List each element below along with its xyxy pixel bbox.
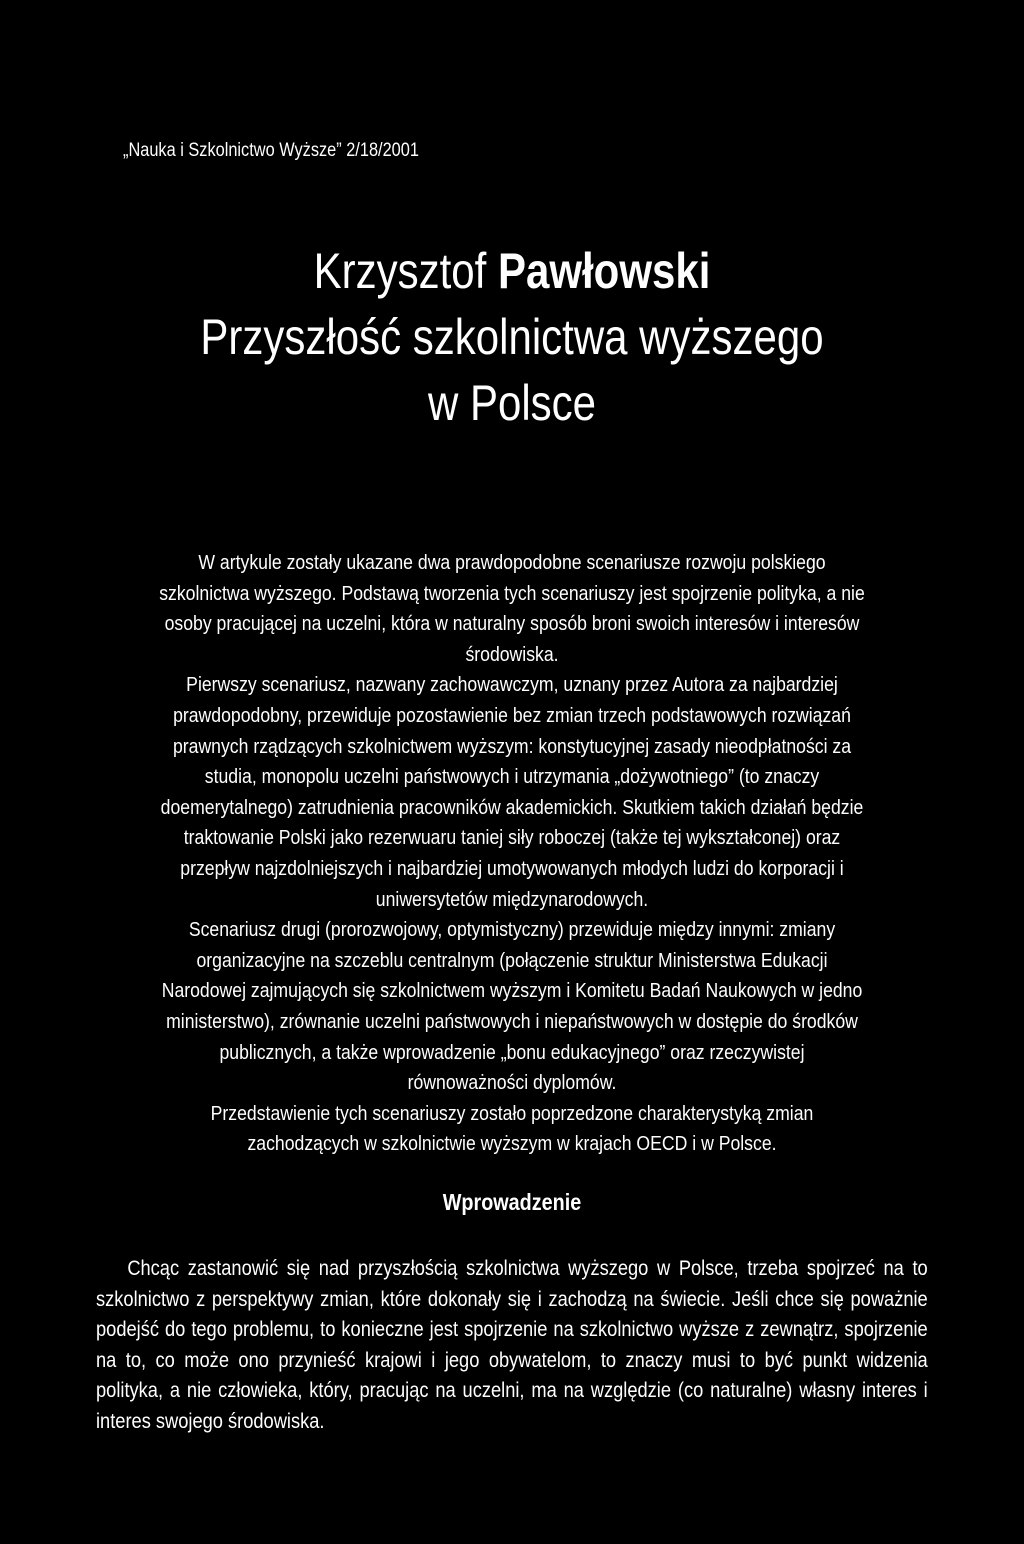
article-title-line-1: Przyszłość szkolnictwa wyższego: [200, 309, 824, 365]
author-last-name: Pawłowski: [497, 243, 711, 299]
body-paragraph: Chcąc zastanowić się nad przyszłością szkolnictwa wyższego w Polsce, trzeba spojrzeć na to szkolnictwo z perspektywy zmian, które dokonały się i zachodzą na świecie. Jeśli chce się poważnie podejść do tego problemu, to konieczne jest spojrzenie na szkolnictwo wyższe z zewnątrz, spojrzenie na to, co może ono przynieść krajowi i jego obywatelom, to znaczy musi to być punkt widzenia polityka, a nie człowieka, który, pracując na uczelni, ma na względzie (co naturalne) własny interes i interes swojego środowiska.: [96, 1257, 928, 1433]
section-heading: Wprowadzenie: [442, 1189, 582, 1215]
article-title-block: [0, 238, 1024, 436]
journal-header: „Nauka i Szkolnictwo Wyższe” 2/18/2001: [123, 140, 419, 161]
abstract-paragraph: Przedstawienie tych scenariuszy zostało poprzedzone charakterystyką zmian zachodzących w szkolnictwie wyższym w krajach OECD i w Polsce.: [210, 1101, 814, 1156]
abstract: [100, 548, 924, 1160]
article-title-line-2: w Polsce: [427, 375, 597, 431]
abstract-paragraph: Scenariusz drugi (prorozwojowy, optymistyczny) przewiduje między innymi: zmiany organizacyjne na szczeblu centralnym (połączenie struktur Ministerstwa Edukacji Narodowej zajmujących się szkolnictwem wyższym i Komitetu Badań Naukowych w jedno ministerstwo), zrównanie uczelni państwowych i niepaństwowych w dostępie do środków publicznych, a także wprowadzenie „bonu edukacyjnego” oraz rzeczywistej równoważności dyplomów.: [161, 918, 863, 1095]
body-text: [96, 1254, 928, 1438]
author-name: [82, 238, 942, 304]
author-first-name: Krzysztof: [313, 243, 487, 299]
abstract-paragraph: W artykule zostały ukazane dwa prawdopodobne scenariusze rozwoju polskiego szkolnictwa wyższego. Podstawą tworzenia tych scenariuszy jest spojrzenie polityka, a nie osoby pracującej na uczelni, która w naturalny sposób broni swoich interesów i interesów środowiska.: [159, 551, 865, 666]
abstract-paragraph: Pierwszy scenariusz, nazwany zachowawczym, uznany przez Autora za najbardziej prawdopodobny, przewiduje pozostawienie bez zmian trzech podstawowych rozwiązań prawnych rządzących szkolnictwem wyższym: konstytucyjnej zasady nieodpłatności za studia, monopolu uczelni państwowych i utrzymania „dożywotniego” (to znaczy doemerytalnego) zatrudnienia pracowników akademickich. Skutkiem takich działań będzie traktowanie Polski jako rezerwuaru taniej siły roboczej (także tej wykształconej) oraz przepływ najzdolniejszych i najbardziej umotywowanych młodych ludzi do korporacji i uniwersytetów międzynarodowych.: [160, 673, 864, 911]
